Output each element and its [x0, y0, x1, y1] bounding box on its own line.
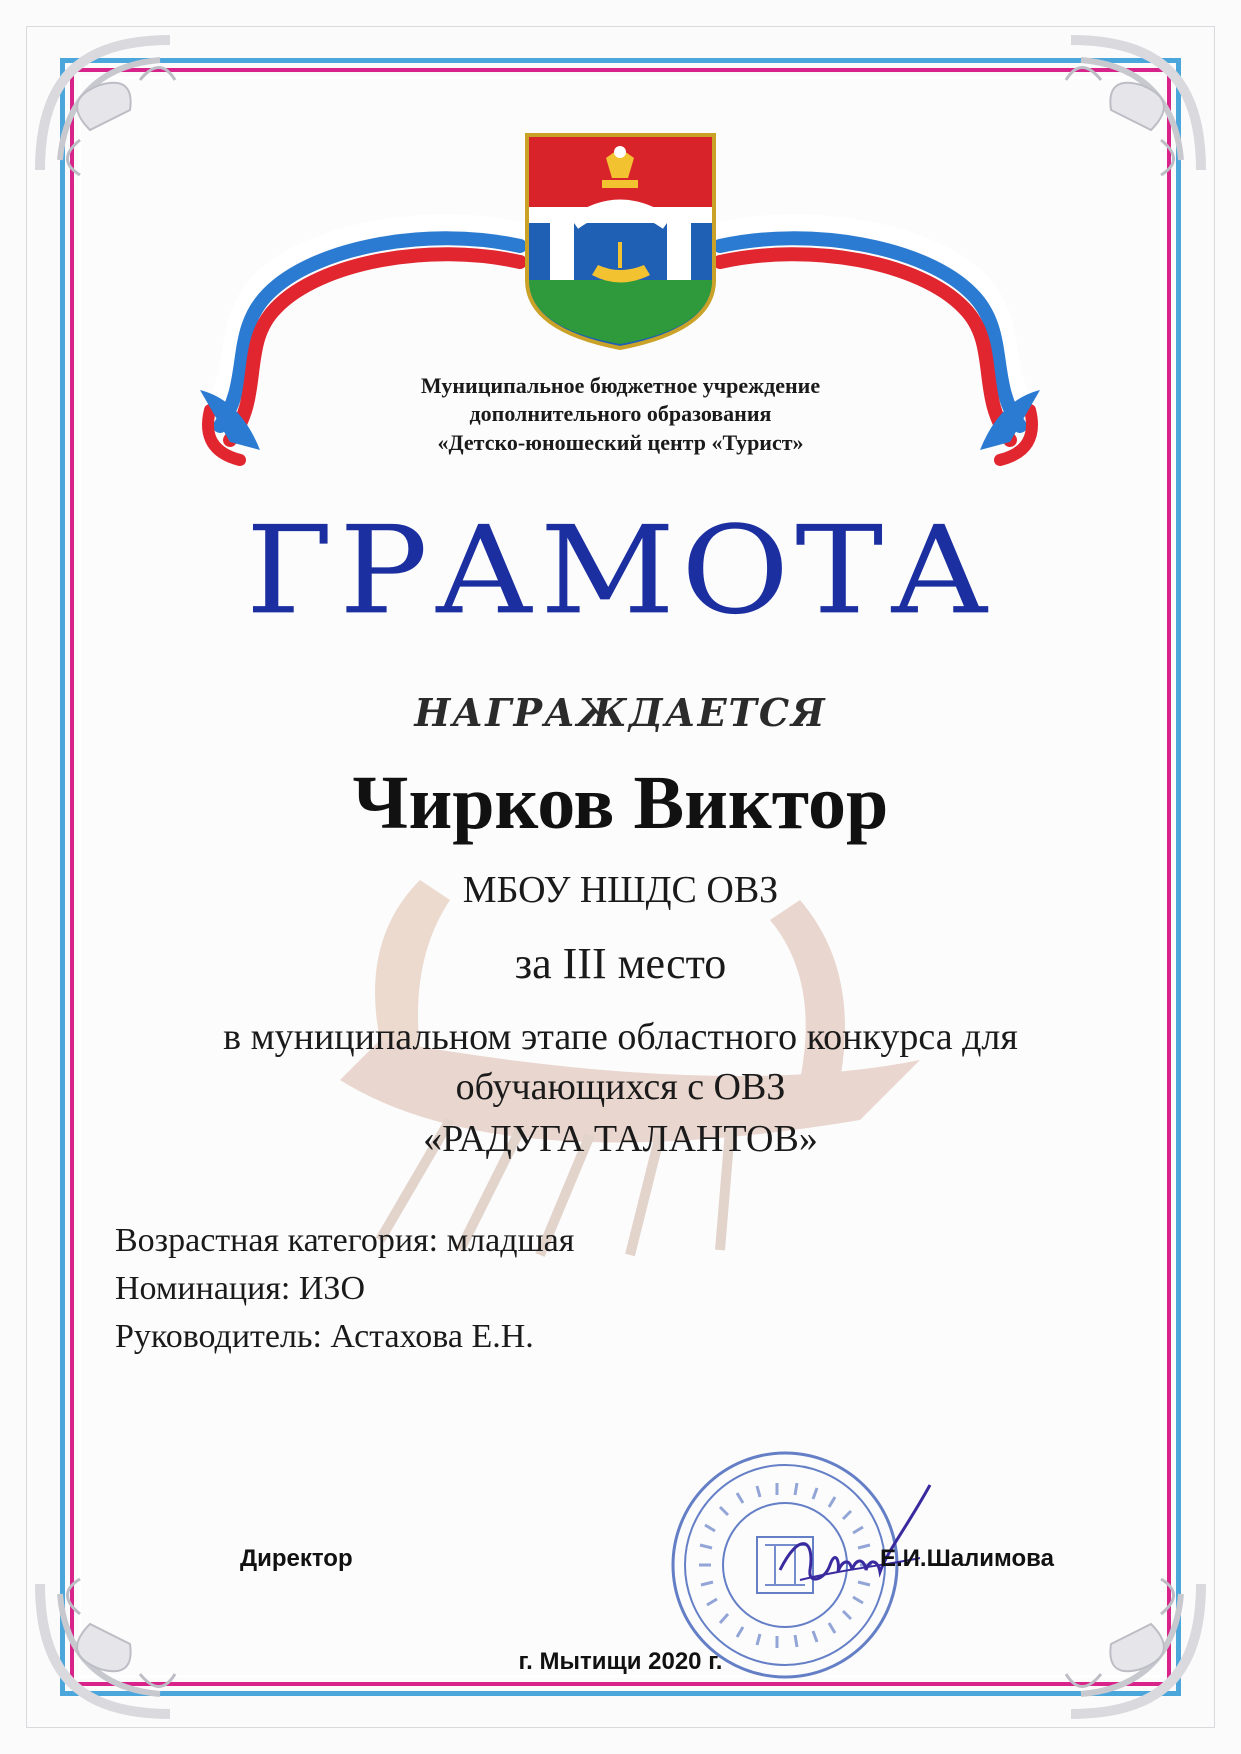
- corner-ornament-icon: [1051, 20, 1221, 190]
- nomination: Номинация: ИЗО: [115, 1270, 366, 1307]
- age-category: Возрастная категория: младшая: [115, 1222, 575, 1259]
- coat-of-arms-icon: [522, 130, 719, 352]
- awarded-label: НАГРАЖДАЕТСЯ: [414, 690, 827, 735]
- supervisor: Руководитель: Астахова Е.Н.: [115, 1318, 534, 1355]
- organization-line: «Детско-юношеский центр «Турист»: [437, 430, 804, 455]
- certificate-title: ГРАМОТА: [245, 500, 996, 642]
- corner-ornament-icon: [20, 20, 190, 190]
- director-name: Е.И.Шалимова: [880, 1545, 1054, 1572]
- director-signature-icon: [770, 1470, 950, 1610]
- recipient-name: Чирков Виктор: [352, 761, 889, 845]
- award-place: за III место: [514, 939, 727, 988]
- city-year: г. Мытищи 2020 г.: [518, 1648, 723, 1675]
- organization-line: Муниципальное бюджетное учреждение: [420, 373, 821, 398]
- director-label: Директор: [240, 1545, 353, 1572]
- organization-line: дополнительного образования: [469, 401, 772, 426]
- recipient-school: МБОУ НШДС ОВЗ: [462, 869, 779, 911]
- contest-description-line: обучающихся с ОВЗ: [455, 1066, 786, 1108]
- contest-name: «РАДУГА ТАЛАНТОВ»: [423, 1118, 818, 1160]
- contest-description-line: в муниципальном этапе областного конкурса для: [223, 1016, 1018, 1058]
